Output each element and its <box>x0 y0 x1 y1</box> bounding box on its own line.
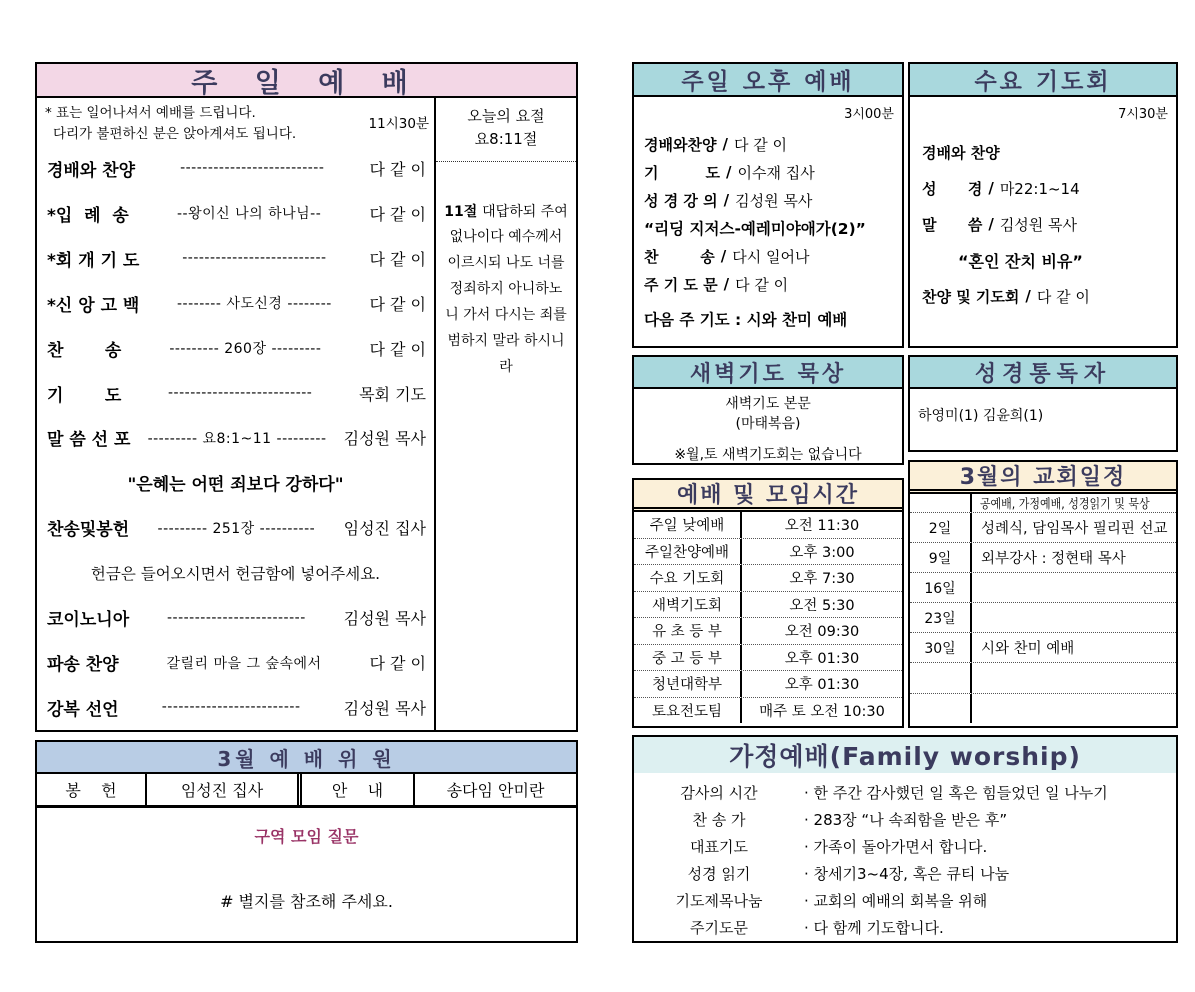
meeting-name: 청년대학부 <box>634 671 742 697</box>
afternoon-label: 성 경 강 의 <box>644 191 718 210</box>
bible-readers-title: 성경통독자 <box>910 357 1176 389</box>
calendar-date: 30일 <box>910 633 972 662</box>
wednesday-row <box>910 134 1176 170</box>
service-time: 11시30분 <box>368 116 429 132</box>
dawn-prayer-passage: 새벽기도 본문 <box>725 396 811 412</box>
afternoon-value: 김성원 목사 <box>735 191 813 210</box>
order-middle: 갈릴리 마을 그 숲속에서 <box>166 655 322 672</box>
order-value: 임성진 집사 <box>343 519 426 539</box>
afternoon-row <box>634 158 902 186</box>
order-middle: ------------------------- <box>166 609 306 626</box>
order-label: *신 앙 고 백 <box>47 295 140 316</box>
afternoon-lecture-title: “리딩 지저스-예레미야애가(2)” <box>644 220 866 238</box>
family-step-label: 대표기도 <box>690 838 748 856</box>
calendar-date: 16일 <box>910 573 972 602</box>
todays-verse-text <box>436 162 576 381</box>
calendar-date <box>910 663 972 693</box>
table-row <box>634 698 902 724</box>
order-row <box>37 505 434 550</box>
meeting-name: 새벽기도회 <box>634 592 742 618</box>
dawn-prayer-title: 새벽기도 묵상 <box>634 357 902 389</box>
table-row <box>634 565 902 592</box>
sunday-worship-title: 주 일 예 배 <box>37 64 576 98</box>
worship-committee-title: 3월 예 배 위 원 <box>37 742 576 774</box>
table-row <box>910 573 1176 603</box>
slash-separator: / <box>725 163 732 181</box>
dawn-prayer-body <box>634 389 902 464</box>
wednesday-time: 7시30분 <box>1118 107 1168 122</box>
order-row <box>37 595 434 640</box>
order-middle: -------------------------- <box>182 250 327 267</box>
wednesday-value: 다 같 이 <box>1036 287 1090 306</box>
afternoon-label: 찬 송 <box>644 247 715 266</box>
order-value: 다 같 이 <box>369 249 426 269</box>
wednesday-row <box>910 278 1176 314</box>
slash-separator: / <box>988 215 994 233</box>
afternoon-value: 이수재 집사 <box>737 163 815 182</box>
sermon-title: "은혜는 어떤 죄보다 강하다" <box>127 475 344 496</box>
order-value: 목회 기도 <box>359 384 426 404</box>
slash-separator: / <box>988 179 994 197</box>
meeting-times-table <box>634 512 902 723</box>
order-row <box>37 685 434 730</box>
table-row <box>910 603 1176 633</box>
wednesday-value: 김성원 목사 <box>999 215 1078 234</box>
family-worship-row <box>634 806 1176 833</box>
calendar-event <box>972 603 1176 632</box>
order-middle: --------- 251장 ---------- <box>157 520 316 537</box>
wednesday-label: 성 경 <box>922 179 983 198</box>
order-row <box>37 640 434 685</box>
family-step-label: 찬 송 가 <box>692 811 746 829</box>
calendar-date: 9일 <box>910 543 972 572</box>
order-row <box>37 191 434 236</box>
todays-verse-sidebar <box>434 98 576 730</box>
order-row <box>37 281 434 326</box>
wednesday-label: 경배와 찬양 <box>922 143 1000 162</box>
verse-body: 대답하되 주여 없나이다 예수께서 이르시되 나도 너를 정죄하지 아니하노니 가서 다시는 죄를 범하지 말라 하시니라 <box>445 203 568 375</box>
meeting-time: 매주 토 오전 10:30 <box>759 703 885 720</box>
order-row <box>37 236 434 281</box>
order-label: 찬송및봉헌 <box>47 520 130 541</box>
meeting-name: 수요 기도회 <box>634 565 742 591</box>
slash-separator: / <box>1025 287 1031 305</box>
offering-note: 헌금은 들어오시면서 헌금함에 넣어주세요. <box>90 564 381 583</box>
committee-name-usher: 송다임 안미란 <box>446 781 545 800</box>
order-label: 찬 송 <box>47 340 122 361</box>
order-value: 다 같 이 <box>369 339 426 359</box>
committee-name-offering: 임성진 집사 <box>180 781 264 800</box>
wednesday-order-list <box>910 134 1176 314</box>
family-worship-row <box>634 860 1176 887</box>
family-step-value: · 창세기3~4장, 혹은 큐티 나눔 <box>804 865 1010 883</box>
order-middle: --------- 요8:1~11 --------- <box>147 430 327 447</box>
order-label: 파송 찬양 <box>47 655 119 676</box>
table-row <box>634 671 902 698</box>
order-middle: --------- 260장 --------- <box>169 341 322 358</box>
calendar-date <box>910 494 972 512</box>
family-worship-row <box>634 887 1176 914</box>
dawn-prayer-note: ※월,토 새벽기도회는 없습니다 <box>674 446 862 463</box>
afternoon-row <box>634 130 902 158</box>
family-step-label: 주기도문 <box>690 919 748 937</box>
family-worship-list <box>634 773 1176 941</box>
order-label: 코이노니아 <box>47 610 130 631</box>
calendar-date <box>910 694 972 724</box>
afternoon-worship-title: 주일 오후 예배 <box>634 64 902 97</box>
order-label: 강복 선언 <box>47 699 119 720</box>
meeting-time: 오전 5:30 <box>789 597 855 614</box>
order-label: 말 씀 선 포 <box>47 430 131 451</box>
family-worship-row <box>634 833 1176 860</box>
order-label: 경배와 찬양 <box>47 160 136 181</box>
table-row <box>634 645 902 672</box>
meeting-name: 토요전도팀 <box>634 698 742 724</box>
standing-note-line2: 다리가 불편하신 분은 앉아계셔도 됩니다. <box>53 125 297 142</box>
march-calendar-table <box>910 494 1176 723</box>
order-label: *회 개 기 도 <box>47 250 140 271</box>
calendar-event <box>972 663 1176 693</box>
meeting-time: 오후 7:30 <box>789 571 855 588</box>
order-middle: ------------------------- <box>161 699 301 716</box>
afternoon-value: 다시 일어나 <box>732 247 810 266</box>
todays-verse-title-line1: 오늘의 요절 <box>467 107 545 125</box>
wednesday-label: 말 씀 <box>922 215 983 234</box>
afternoon-label: 주 기 도 문 <box>644 275 718 294</box>
wednesday-prayer-section <box>908 62 1178 348</box>
family-step-value: · 283장 “나 속죄함을 받은 후” <box>804 811 1008 829</box>
group-meeting-question-note: # 별지를 참조해 주세요. <box>220 892 393 911</box>
slash-separator: / <box>722 135 728 153</box>
family-step-value: · 한 주간 감사했던 일 혹은 힘들었던 일 나누기 <box>804 784 1108 802</box>
table-row <box>910 513 1176 543</box>
order-value: 다 같 이 <box>369 294 426 314</box>
meeting-time: 오후 3:00 <box>789 544 855 561</box>
worship-committee-section <box>35 740 578 943</box>
afternoon-value: 다 같 이 <box>733 135 787 154</box>
slash-separator: / <box>723 275 730 293</box>
calendar-event: 성례식, 담임목사 필리핀 선교 <box>981 521 1168 537</box>
family-step-value: · 교회의 예배의 회복을 위해 <box>804 892 988 910</box>
order-value: 김성원 목사 <box>343 609 426 629</box>
order-middle: -------- 사도신경 -------- <box>176 296 332 313</box>
family-worship-row <box>634 914 1176 941</box>
order-row <box>37 371 434 416</box>
afternoon-label: 경배와찬양 <box>644 135 717 154</box>
order-label: 기 도 <box>47 385 122 406</box>
afternoon-row <box>634 270 902 298</box>
wednesday-sermon-title: “혼인 잔치 비유” <box>958 251 1083 271</box>
committee-table-row <box>37 774 576 808</box>
todays-verse-title <box>436 98 576 162</box>
afternoon-order-list <box>634 130 902 298</box>
order-middle: -------------------------- <box>180 160 325 177</box>
order-row <box>37 326 434 371</box>
order-row <box>37 146 434 191</box>
dawn-prayer-section <box>632 355 904 465</box>
bible-readers-section <box>908 355 1178 452</box>
meeting-name: 유 초 등 부 <box>634 618 742 644</box>
calendar-subheader: 공예배, 가정예배, 성경읽기 및 묵상 <box>979 496 1150 511</box>
meeting-times-section <box>632 478 904 728</box>
meeting-name: 주일 낮예배 <box>634 512 742 538</box>
table-row <box>910 694 1176 724</box>
order-value: 다 같 이 <box>369 159 426 179</box>
calendar-date: 23일 <box>910 603 972 632</box>
committee-role-usher: 안 내 <box>297 774 415 805</box>
group-meeting-question-title: 구역 모임 질문 <box>254 827 359 846</box>
afternoon-row <box>634 242 902 270</box>
table-row <box>634 592 902 619</box>
family-step-value: · 다 함께 기도합니다. <box>804 919 944 937</box>
calendar-event: 시와 찬미 예배 <box>981 641 1075 657</box>
calendar-event <box>972 694 1176 724</box>
todays-verse-title-line2: 요8:11절 <box>474 130 538 149</box>
wednesday-label: 찬양 및 기도회 <box>922 287 1020 306</box>
order-value: 김성원 목사 <box>343 429 426 449</box>
table-row <box>634 512 902 539</box>
afternoon-label: 기 도 <box>644 163 720 182</box>
table-row <box>634 539 902 566</box>
bible-readers-names: 하영미(1) 김윤희(1) <box>918 408 1044 424</box>
meeting-name: 중 고 등 부 <box>634 645 742 671</box>
calendar-date: 2일 <box>910 513 972 542</box>
family-worship-title: 가정예배(Family worship) <box>634 737 1176 773</box>
sunday-worship-body <box>37 98 576 730</box>
standing-note <box>37 98 434 146</box>
slash-separator: / <box>720 247 727 265</box>
family-step-label: 기도제목나눔 <box>675 892 763 910</box>
next-week-prayer-note: 다음 주 기도 : 시와 찬미 예배 <box>644 311 848 329</box>
wednesday-value: 마22:1~14 <box>999 179 1080 198</box>
meeting-time: 오후 01:30 <box>784 677 860 694</box>
meeting-time: 오후 01:30 <box>784 650 860 667</box>
order-value: 김성원 목사 <box>343 698 426 718</box>
order-value: 다 같 이 <box>369 654 426 674</box>
order-value: 다 같 이 <box>369 204 426 224</box>
family-worship-row <box>634 779 1176 806</box>
sunday-worship-section <box>35 62 578 732</box>
family-step-label: 감사의 시간 <box>680 784 758 802</box>
table-row <box>910 543 1176 573</box>
meeting-times-title: 예배 및 모임시간 <box>634 480 902 512</box>
committee-role-offering: 봉 헌 <box>37 774 147 805</box>
afternoon-row <box>634 186 902 214</box>
family-step-value: · 가족이 돌아가면서 합니다. <box>804 838 988 856</box>
calendar-subheader-row <box>910 494 1176 513</box>
sunday-order-column <box>37 98 434 730</box>
order-label: *입 례 송 <box>47 205 129 226</box>
calendar-event: 외부강사 : 정현태 목사 <box>981 551 1126 567</box>
family-step-label: 성경 읽기 <box>687 865 751 883</box>
slash-separator: / <box>723 191 730 209</box>
table-row <box>910 663 1176 694</box>
afternoon-time: 3시00분 <box>844 107 894 122</box>
meeting-name: 주일찬양예배 <box>634 539 742 565</box>
standing-note-line1: * 표는 일어나셔서 예배를 드립니다. <box>45 105 256 121</box>
verse-reference: 11절 <box>444 203 483 220</box>
march-calendar-section <box>908 460 1178 728</box>
march-calendar-title: 3월의 교회일정 <box>910 462 1176 494</box>
dawn-prayer-book: (마태복음) <box>735 416 801 433</box>
order-middle: -------------------------- <box>168 385 313 401</box>
order-middle: --왕이신 나의 하나님-- <box>176 206 322 223</box>
table-row <box>634 618 902 645</box>
afternoon-value: 다 같 이 <box>735 275 789 294</box>
afternoon-worship-section <box>632 62 904 348</box>
order-row <box>37 415 434 460</box>
wednesday-row <box>910 170 1176 206</box>
calendar-event <box>972 573 1176 602</box>
family-worship-section <box>632 735 1178 943</box>
wednesday-row <box>910 206 1176 242</box>
meeting-time: 오전 09:30 <box>784 624 860 641</box>
table-row <box>910 633 1176 663</box>
wednesday-prayer-title: 수요 기도회 <box>910 64 1176 97</box>
meeting-time: 오전 11:30 <box>784 518 860 535</box>
